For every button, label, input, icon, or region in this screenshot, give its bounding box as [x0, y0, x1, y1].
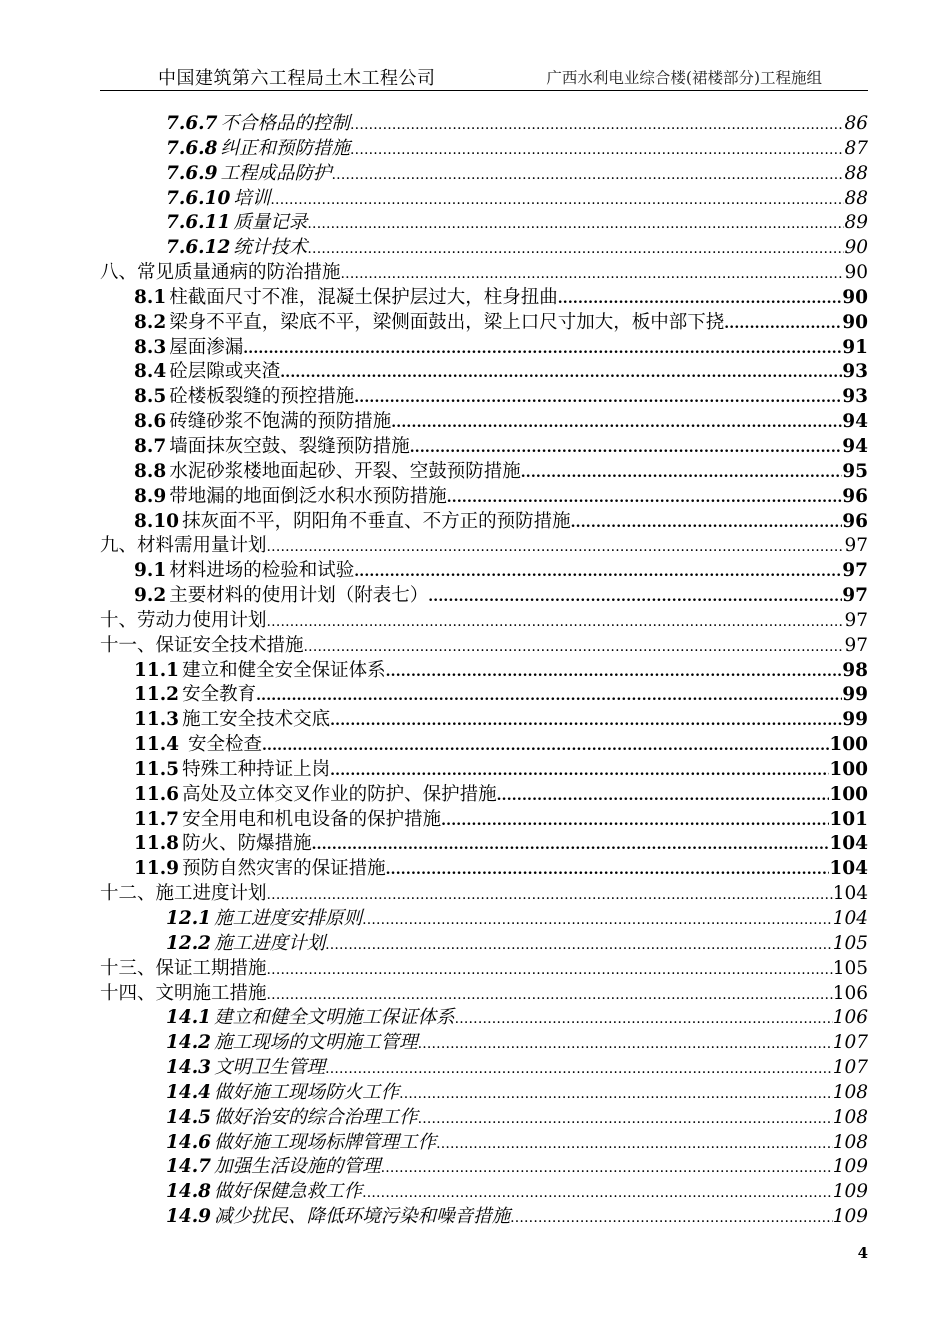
toc-entry-label	[134, 382, 354, 407]
toc-entry-label	[134, 854, 386, 879]
toc-entry[interactable]	[100, 482, 868, 507]
toc-entry-label	[134, 581, 428, 606]
toc-entry-title: 不合格品的控制	[220, 113, 351, 134]
toc-entry[interactable]	[100, 656, 868, 681]
toc-entry-number: 11.3	[134, 709, 180, 731]
toc-entry-number: 7.6.8	[166, 137, 218, 159]
toc-entry-number: 7.6.7	[166, 113, 218, 134]
toc-entry-page: 99	[842, 709, 868, 731]
toc-entry-label	[166, 1103, 418, 1128]
toc-leader-dots	[428, 589, 842, 605]
toc-entry-page: 104	[829, 858, 868, 880]
toc-entry-number: 11.6	[134, 783, 180, 805]
toc-entry[interactable]	[100, 606, 868, 631]
toc-entry[interactable]	[100, 1003, 868, 1028]
toc-entry[interactable]	[100, 705, 868, 730]
toc-entry-title: 高处及立体交叉作业的防护、保护措施	[182, 783, 497, 805]
page-header	[100, 62, 868, 91]
toc-leader-dots	[341, 266, 845, 282]
toc-entry[interactable]	[100, 680, 868, 705]
toc-entry-title: 十四、文明施工措施	[100, 982, 267, 1004]
toc-entry-title: 文明卫生管理	[214, 1057, 326, 1078]
toc-entry-page: 109	[832, 1181, 868, 1203]
toc-entry-page: 90	[842, 286, 868, 308]
toc-entry-page: 94	[842, 411, 868, 432]
toc-entry[interactable]	[100, 904, 868, 929]
toc-entry-number: 14.9	[166, 1206, 212, 1227]
toc-entry-label	[166, 904, 362, 929]
toc-entry-title: 纠正和预防措施	[220, 137, 351, 159]
document-title: 广西水利电业综合楼(裙楼部分)工程施组	[546, 69, 822, 87]
toc-entry-title: 减少扰民、降低环境污染和噪音措施	[214, 1206, 511, 1227]
toc-entry-page: 90	[844, 237, 868, 259]
toc-entry[interactable]	[100, 184, 868, 209]
toc-entry-page: 87	[844, 137, 868, 159]
toc-entry-title: 防火、防爆措施	[182, 833, 312, 855]
toc-entry-number: 14.5	[166, 1106, 212, 1128]
toc-leader-dots	[312, 837, 830, 853]
toc-entry-number: 7.6.9	[166, 162, 218, 184]
toc-entry-number: 7.6.11	[166, 212, 231, 234]
toc-entry-title: 砼楼板裂缝的预控措施	[169, 386, 355, 408]
toc-leader-dots	[381, 1160, 833, 1176]
toc-leader-dots	[418, 1036, 833, 1052]
toc-leader-dots	[256, 688, 842, 704]
toc-entry-label	[166, 134, 350, 159]
toc-entry-page: 100	[829, 734, 868, 755]
toc-entry-page: 107	[832, 1057, 868, 1078]
toc-entry-label	[134, 457, 521, 482]
toc-entry-page: 101	[829, 808, 868, 830]
toc-entry-page: 97	[844, 609, 868, 631]
toc-entry-page: 99	[842, 684, 868, 706]
toc-entry-number: 8.5	[134, 386, 167, 408]
toc-entry[interactable]	[100, 581, 868, 606]
toc-entry-title: 加强生活设施的管理	[214, 1156, 381, 1178]
toc-entry-label	[166, 1202, 510, 1227]
toc-leader-dots	[332, 167, 845, 183]
toc-entry[interactable]	[100, 829, 868, 854]
toc-entry-title: 做好治安的综合治理工作	[214, 1106, 418, 1128]
toc-entry-label	[100, 631, 304, 656]
toc-entry-page: 104	[829, 833, 868, 855]
toc-entry-page: 89	[844, 212, 868, 234]
toc-entry[interactable]	[100, 159, 868, 184]
toc-entry[interactable]	[100, 556, 868, 581]
toc-entry-label	[134, 283, 558, 308]
toc-entry[interactable]	[100, 1152, 868, 1177]
toc-entry-number: 7.6.12	[166, 237, 231, 259]
toc-entry-title: 十一、保证安全技术措施	[100, 634, 304, 656]
toc-entry-number: 7.6.10	[166, 187, 231, 209]
toc-entry-page: 98	[842, 659, 868, 681]
toc-leader-dots	[418, 1111, 833, 1127]
toc-leader-dots	[325, 1061, 833, 1077]
table-of-contents	[100, 109, 868, 1227]
toc-leader-dots	[436, 1136, 833, 1152]
toc-entry-page: 109	[832, 1206, 868, 1227]
toc-entry-number: 8.1	[134, 286, 167, 308]
toc-entry-label	[166, 184, 270, 209]
toc-entry-label	[134, 407, 391, 432]
toc-entry-number: 8.2	[134, 311, 167, 333]
toc-entry[interactable]	[100, 333, 868, 358]
toc-entry-title: 预防自然灾害的保证措施	[182, 858, 386, 880]
toc-entry[interactable]	[100, 854, 868, 879]
page-number: 4	[857, 1244, 868, 1262]
toc-entry-label	[134, 656, 386, 681]
toc-entry[interactable]	[100, 382, 868, 407]
toc-entry-number: 11.7	[134, 808, 180, 830]
toc-entry-title: 施工现场的文明施工管理	[214, 1032, 418, 1054]
toc-entry-page: 108	[832, 1106, 868, 1128]
toc-entry-label	[166, 1003, 455, 1028]
toc-entry-page: 100	[829, 783, 868, 805]
toc-entry-title: 培训	[233, 187, 271, 209]
toc-entry-label	[166, 208, 307, 233]
toc-leader-dots	[307, 241, 844, 257]
toc-entry-page: 97	[842, 585, 868, 606]
toc-entry-page: 91	[842, 336, 868, 358]
toc-entry-title: 主要材料的使用计划（附表七）	[169, 585, 429, 606]
toc-entry-label	[166, 109, 350, 134]
toc-entry-title: 特殊工种持证上岗	[182, 758, 331, 780]
toc-entry-title: 安全用电和机电设备的保护措施	[182, 808, 442, 830]
toc-entry-label	[100, 979, 267, 1004]
toc-entry-title: 梁身不平直，梁底不平，梁侧面鼓出，梁上口尺寸加大，板中部下挠	[169, 311, 725, 333]
toc-entry-page: 100	[829, 758, 868, 780]
toc-entry[interactable]	[100, 755, 868, 780]
toc-entry-number: 8.3	[134, 336, 167, 358]
toc-leader-dots	[267, 614, 845, 630]
toc-entry[interactable]	[100, 258, 868, 283]
toc-entry-label	[100, 258, 341, 283]
toc-entry-number: 8.7	[134, 435, 167, 457]
toc-entry[interactable]	[100, 233, 868, 258]
toc-entry[interactable]	[100, 283, 868, 308]
toc-entry-number: 8.10	[134, 510, 180, 532]
toc-leader-dots	[267, 962, 833, 978]
toc-entry-number: 14.7	[166, 1156, 212, 1178]
toc-entry-number: 11.5	[134, 758, 180, 780]
toc-entry-label	[166, 233, 307, 258]
toc-leader-dots	[558, 291, 843, 307]
toc-entry-title: 带地漏的地面倒泛水积水预防措施	[169, 485, 447, 507]
toc-entry-label	[134, 755, 330, 780]
toc-entry[interactable]	[100, 507, 868, 532]
toc-leader-dots	[362, 912, 833, 928]
toc-entry-title: 建立和健全文明施工保证体系	[214, 1007, 455, 1029]
toc-leader-dots	[521, 465, 843, 481]
toc-entry-label	[134, 829, 312, 854]
toc-leader-dots	[571, 515, 843, 531]
toc-entry-label	[100, 531, 267, 556]
toc-leader-dots	[724, 316, 842, 332]
toc-entry-title: 施工安全技术交底	[182, 709, 331, 731]
toc-leader-dots	[497, 788, 830, 804]
toc-entry[interactable]	[100, 109, 868, 134]
toc-entry-number: 9.1	[134, 560, 167, 582]
toc-leader-dots	[441, 813, 829, 829]
toc-entry-number: 11.4	[134, 734, 180, 755]
toc-entry-title: 质量记录	[233, 212, 308, 234]
toc-entry-label	[166, 1177, 362, 1202]
toc-entry-label	[166, 159, 332, 184]
toc-entry-title: 墙面抹灰空鼓、裂缝预防措施	[169, 435, 410, 457]
toc-entry-label	[100, 606, 267, 631]
toc-entry-number: 11.9	[134, 858, 180, 880]
toc-leader-dots	[325, 937, 833, 953]
toc-entry-number: 8.6	[134, 411, 167, 432]
toc-entry-page: 105	[832, 932, 868, 954]
toc-entry-page: 95	[842, 460, 868, 482]
toc-entry-page: 97	[844, 634, 868, 656]
toc-leader-dots	[267, 539, 845, 555]
toc-entry-page: 108	[832, 1081, 868, 1103]
toc-entry-title: 做好施工现场防火工作	[214, 1081, 400, 1103]
toc-entry-title: 水泥砂浆楼地面起砂、开裂、空鼓预防措施	[169, 460, 521, 482]
toc-leader-dots	[350, 117, 844, 133]
toc-entry[interactable]	[100, 631, 868, 656]
toc-entry-page: 88	[844, 162, 868, 184]
toc-entry-label	[134, 308, 724, 333]
toc-entry-number: 9.2	[134, 585, 167, 606]
toc-entry-label	[166, 1152, 381, 1177]
toc-entry[interactable]	[100, 1053, 868, 1078]
toc-leader-dots	[399, 1086, 833, 1102]
toc-entry-page: 107	[832, 1032, 868, 1054]
toc-entry-label	[134, 556, 354, 581]
toc-entry-label	[134, 432, 410, 457]
toc-entry-page: 94	[842, 435, 868, 457]
toc-entry-number: 14.4	[166, 1081, 212, 1103]
toc-entry-number: 14.3	[166, 1057, 212, 1078]
toc-entry[interactable]	[100, 1103, 868, 1128]
toc-entry-title: 安全检查	[182, 734, 262, 755]
toc-entry-page: 90	[844, 262, 868, 283]
toc-entry-title: 砼层隙或夹渣	[169, 361, 281, 383]
toc-entry-title: 屋面渗漏	[169, 336, 244, 358]
toc-entry-page: 105	[832, 957, 868, 979]
toc-entry-title: 施工进度计划	[214, 932, 326, 954]
toc-entry-number: 14.8	[166, 1181, 212, 1203]
toc-leader-dots	[267, 987, 833, 1003]
toc-entry[interactable]	[100, 1078, 868, 1103]
toc-leader-dots	[307, 216, 844, 232]
toc-entry-number: 14.6	[166, 1131, 212, 1153]
toc-entry-label	[166, 929, 325, 954]
toc-entry-label	[134, 730, 262, 755]
toc-entry-title: 施工进度安排原则	[214, 908, 363, 929]
toc-entry-page: 97	[842, 560, 868, 582]
toc-entry-number: 11.8	[134, 833, 180, 855]
toc-leader-dots	[262, 738, 829, 754]
toc-entry-label	[134, 680, 256, 705]
toc-entry-number: 8.9	[134, 485, 167, 507]
toc-entry-label	[100, 954, 267, 979]
toc-entry-label	[166, 1053, 325, 1078]
toc-entry[interactable]	[100, 780, 868, 805]
toc-entry-number: 14.1	[166, 1007, 212, 1029]
toc-entry-title: 材料进场的检验和试验	[169, 560, 355, 582]
toc-entry[interactable]	[100, 979, 868, 1004]
toc-entry-label	[134, 333, 243, 358]
toc-entry-title: 做好施工现场标牌管理工作	[214, 1131, 437, 1153]
toc-entry-page: 104	[832, 883, 868, 904]
toc-entry-page: 106	[832, 1007, 868, 1029]
toc-entry-title: 柱截面尺寸不准，混凝土保护层过大，柱身扭曲	[169, 286, 558, 308]
toc-entry-number: 8.8	[134, 460, 167, 482]
toc-leader-dots	[410, 440, 843, 456]
toc-leader-dots	[330, 763, 829, 779]
toc-entry-page: 86	[844, 113, 868, 134]
toc-entry-page: 109	[832, 1156, 868, 1178]
toc-entry-title: 统计技术	[233, 237, 308, 259]
toc-leader-dots	[350, 142, 844, 158]
toc-entry-title: 工程成品防护	[220, 162, 332, 184]
toc-entry[interactable]	[100, 954, 868, 979]
toc-leader-dots	[362, 1185, 833, 1201]
toc-entry-page: 97	[844, 535, 868, 557]
toc-entry-label	[166, 1128, 436, 1153]
toc-leader-dots	[455, 1011, 833, 1027]
toc-entry-title: 建立和健全安全保证体系	[182, 659, 386, 681]
toc-entry-page: 96	[842, 510, 868, 532]
toc-entry-number: 8.4	[134, 361, 167, 383]
toc-entry[interactable]	[100, 134, 868, 159]
toc-leader-dots	[280, 365, 842, 381]
toc-entry[interactable]	[100, 1128, 868, 1153]
toc-entry-page: 90	[842, 311, 868, 333]
toc-leader-dots	[267, 887, 833, 903]
toc-entry[interactable]	[100, 879, 868, 904]
toc-entry-title: 九、材料需用量计划	[100, 535, 267, 557]
toc-leader-dots	[243, 341, 842, 357]
toc-entry-label	[134, 805, 441, 830]
toc-entry-label	[100, 879, 267, 904]
toc-leader-dots	[330, 713, 842, 729]
toc-entry-page: 93	[842, 361, 868, 383]
toc-entry[interactable]	[100, 805, 868, 830]
toc-entry-title: 八、常见质量通病的防治措施	[100, 262, 341, 283]
toc-entry[interactable]	[100, 457, 868, 482]
toc-entry-title: 十、劳动力使用计划	[100, 609, 267, 631]
toc-entry-title: 安全教育	[182, 684, 257, 706]
toc-entry-label	[134, 705, 330, 730]
toc-entry-number: 12.1	[166, 908, 212, 929]
toc-entry-number: 11.2	[134, 684, 180, 706]
toc-entry-page: 96	[842, 485, 868, 507]
toc-entry-label	[134, 780, 497, 805]
toc-entry-number: 14.2	[166, 1032, 212, 1054]
toc-entry[interactable]	[100, 407, 868, 432]
toc-entry[interactable]	[100, 730, 868, 755]
toc-entry[interactable]	[100, 929, 868, 954]
toc-leader-dots	[270, 192, 844, 208]
toc-entry-title: 做好保健急救工作	[214, 1181, 363, 1203]
toc-entry[interactable]	[100, 531, 868, 556]
toc-leader-dots	[354, 390, 842, 406]
toc-leader-dots	[447, 490, 843, 506]
toc-leader-dots	[304, 639, 845, 655]
toc-entry-label	[134, 507, 571, 532]
toc-entry-page: 93	[842, 386, 868, 408]
toc-entry-title: 抹灰面不平，阴阳角不垂直、不方正的预防措施	[182, 510, 571, 532]
company-name: 中国建筑第六工程局土木工程公司	[158, 68, 436, 89]
toc-leader-dots	[391, 415, 842, 431]
toc-leader-dots	[386, 862, 830, 878]
toc-entry-title: 十二、施工进度计划	[100, 883, 267, 904]
toc-entry-label	[134, 482, 447, 507]
toc-leader-dots	[354, 564, 842, 580]
toc-entry-title: 砖缝砂浆不饱满的预防措施	[169, 411, 392, 432]
toc-leader-dots	[510, 1210, 833, 1226]
toc-entry-page: 104	[832, 908, 868, 929]
toc-entry[interactable]	[100, 1028, 868, 1053]
toc-entry[interactable]	[100, 1177, 868, 1202]
toc-entry-number: 11.1	[134, 659, 180, 681]
toc-entry-page: 108	[832, 1131, 868, 1153]
toc-entry-label	[166, 1028, 418, 1053]
toc-entry[interactable]	[100, 308, 868, 333]
toc-entry-page: 88	[844, 187, 868, 209]
toc-entry[interactable]	[100, 1202, 868, 1227]
toc-entry[interactable]	[100, 357, 868, 382]
toc-entry-label	[134, 357, 280, 382]
toc-entry-title: 十三、保证工期措施	[100, 957, 267, 979]
toc-entry[interactable]	[100, 432, 868, 457]
toc-leader-dots	[386, 664, 843, 680]
toc-entry-number: 12.2	[166, 932, 212, 954]
toc-entry[interactable]	[100, 208, 868, 233]
toc-entry-page: 106	[832, 982, 868, 1004]
toc-entry-label	[166, 1078, 399, 1103]
